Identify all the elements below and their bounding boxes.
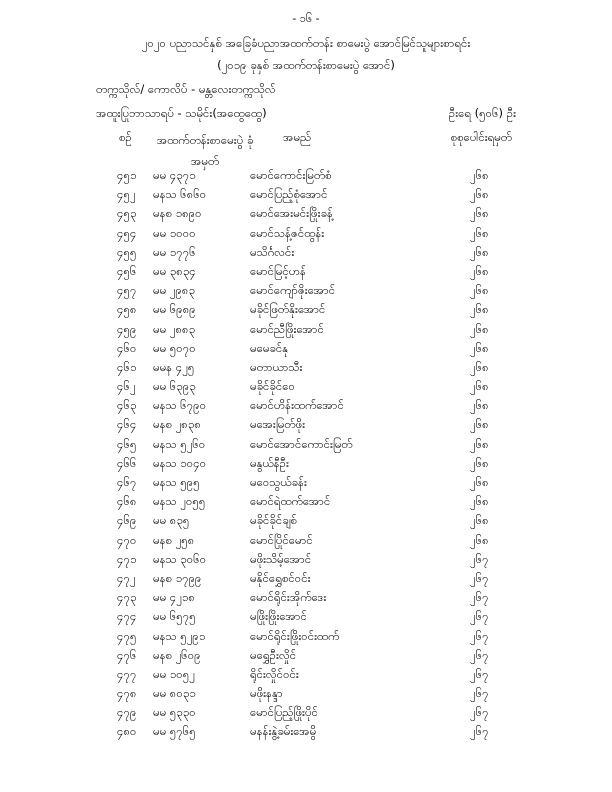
row-total-score: ၂၆၈: [470, 513, 489, 528]
row-roll-number: မမ ၁၀၀၀: [153, 225, 196, 240]
row-roll-number: မမ ၁၀၅၂: [153, 666, 195, 681]
row-roll-number: မနသ ၃၀၆၀: [153, 551, 207, 566]
row-name: မောင်မြင့်ဟန်: [250, 263, 307, 278]
row-total-score: ၂၆၈: [470, 302, 489, 317]
row-name: မနိုင်ရွှေစင်ဝင်း: [250, 570, 311, 585]
row-name: မောင်ပြည့်စုံအောင်: [250, 187, 328, 202]
row-total-score: ၂၆၇: [470, 570, 489, 585]
row-total-score: ၂၆၈: [470, 206, 489, 221]
row-total-score: ၂၆၈: [470, 379, 489, 394]
row-roll-number: မမ ၁၇၇၆: [153, 244, 196, 259]
row-serial-number: ၄၇၁: [117, 551, 137, 566]
table-row: [0, 417, 612, 436]
table-row: [0, 264, 612, 283]
row-serial-number: ၄၈၀: [117, 724, 137, 739]
row-name: မဖိုးသိမ့်အောင်: [250, 551, 312, 566]
row-roll-number: မမန ၄၂၅: [153, 359, 195, 374]
row-total-score: ၂၆၇: [470, 628, 489, 643]
row-roll-number: မနစ ၁၇၉၉: [153, 570, 202, 585]
row-name: ရိုင်းလှိုင်ဝင်း: [250, 666, 299, 681]
row-total-score: ၂၆၈: [470, 494, 489, 509]
table-row: [0, 360, 612, 379]
row-name: မဝေသွယ်ခန်း: [250, 475, 307, 489]
row-name: မခိုင်ဖြတ်နိုးအောင်: [250, 302, 326, 317]
row-roll-number: မမ ၆၃၉၃: [153, 379, 196, 394]
row-total-score: ၂၆၇: [470, 551, 489, 566]
table-row: [0, 629, 612, 648]
row-name: မဖိုးနန္ဒာ: [250, 686, 283, 701]
row-total-score: ၂၆၇: [470, 686, 489, 701]
row-total-score: ၂၆၈: [470, 244, 489, 259]
row-name: မခိုင်ခိုင်ချစ်: [250, 513, 298, 528]
table-row: [0, 533, 612, 552]
row-serial-number: ၄၇၆: [117, 647, 137, 662]
row-roll-number: မမ ၄၃၇၁: [153, 168, 196, 182]
row-roll-number: မမ ၂၈၈၃: [153, 321, 196, 336]
row-name: မောင်ကျော်ဇိုးအောင်: [250, 283, 336, 298]
row-total-score: ၂၆၈: [470, 263, 489, 278]
row-total-score: ၂၆၈: [470, 455, 489, 470]
row-serial-number: ၄၆၇: [117, 475, 137, 489]
row-roll-number: မမ ၆၉၈၉: [153, 302, 196, 317]
table-row: [0, 398, 612, 417]
row-serial-number: ၄၅၇: [117, 283, 137, 298]
row-roll-number: မမ ၃၈၃၄: [153, 263, 196, 278]
row-roll-number: မနစ ၂၅၈: [153, 532, 195, 547]
row-roll-number: မနစ ၁၈၉၀: [153, 206, 202, 221]
row-roll-number: မနသ ၅၉၅: [153, 475, 200, 489]
row-roll-number: မနသ ၅၂၉၁: [153, 628, 206, 643]
row-serial-number: ၄၆၅: [117, 436, 137, 451]
table-row: [0, 379, 612, 398]
row-serial-number: ၄၇၄: [117, 609, 137, 624]
table-row: [0, 705, 612, 724]
row-total-score: ၂၆၇: [470, 705, 489, 720]
table-row: [0, 341, 612, 360]
row-serial-number: ၄၆၄: [117, 417, 137, 432]
row-serial-number: ၄၅၉: [117, 321, 137, 336]
row-name: မောင်ရဲထက်အောင်: [250, 494, 331, 509]
row-serial-number: ၄၇၈: [117, 686, 137, 701]
row-total-score: ၂၆၈: [470, 475, 489, 489]
row-name: မောင်အောင်ကောင်းမြတ်: [250, 436, 353, 451]
row-total-score: ၂၆၈: [470, 340, 489, 355]
row-roll-number: မမ ၅၇၆၅: [153, 724, 196, 739]
row-name: မောင်ပြည့်ဖြိုးပိုင်: [250, 705, 318, 720]
table-row: [0, 648, 612, 667]
row-roll-number: မနသ ၅၂၆၀: [153, 436, 206, 451]
row-name: မရွှေဦးလှိုင်: [250, 647, 297, 662]
row-total-score: ၂၆၈: [470, 532, 489, 547]
table-row: [0, 571, 612, 590]
row-name: မခိုင်ခိုင်ဝေ: [250, 379, 295, 394]
row-roll-number: မမ ၈၀၃၁: [153, 686, 196, 701]
table-row: [0, 437, 612, 456]
row-serial-number: ၄၅၅: [117, 244, 137, 259]
row-name: မောင်ဟိန်းထက်အောင်: [250, 398, 344, 413]
row-total-score: ၂၆၇: [470, 666, 489, 681]
table-row: [0, 552, 612, 571]
table-row: [0, 590, 612, 609]
row-roll-number: မနစ ၂၈၃၈: [153, 417, 201, 432]
seat-count-label: ဦးရေ (၅၀၆) ဦး: [448, 106, 516, 120]
row-serial-number: ၄၇၂: [117, 570, 136, 585]
row-total-score: ၂၆၈: [470, 283, 489, 298]
row-roll-number: မနသ ၆၈၆၀: [153, 187, 207, 202]
table-row: [0, 302, 612, 321]
row-serial-number: ၄၇၃: [117, 590, 137, 605]
header-roll-number: အထက်တန်းစာမေးပွဲ ခုံအမှတ်: [156, 133, 254, 168]
table-row: [0, 283, 612, 302]
row-total-score: ၂၆၈: [470, 417, 489, 432]
row-roll-number: မမ ၆၅၇၅: [153, 609, 196, 624]
table-row: [0, 609, 612, 628]
header-name: အမည်: [283, 130, 312, 144]
row-name: မအေးမြတ်ဖိုး: [250, 417, 306, 432]
row-roll-number: မမ ၄၂၁၈: [153, 590, 195, 605]
page-number: - ၁၆ -: [292, 12, 320, 25]
row-serial-number: ၄၅၄: [117, 225, 137, 240]
row-serial-number: ၄၆၆: [117, 455, 137, 470]
row-name: မောင်ညီဖြိုးအောင်: [250, 321, 324, 336]
results-list: [0, 168, 612, 744]
row-name: မမေခင်နု: [250, 340, 289, 355]
row-serial-number: ၄၅၈: [117, 302, 137, 317]
row-serial-number: ၄၆၃: [117, 398, 137, 413]
table-row: [0, 494, 612, 513]
table-row: [0, 168, 612, 187]
table-row: [0, 667, 612, 686]
row-total-score: ၂၆၈: [470, 187, 489, 202]
header-total-score: စုစုပေါင်းရမှတ်: [450, 130, 512, 144]
row-name: မောင်ရိုင်းဖြိုးဝင်းထက်: [250, 628, 340, 643]
row-total-score: ၂၆၈: [470, 436, 489, 451]
table-row: [0, 206, 612, 225]
row-total-score: ၂၆၈: [470, 225, 489, 240]
row-serial-number: ၄၆၂: [117, 379, 136, 394]
subject-label: အထူးပြုဘာသာရပ် - သမိုင်း(အထွေထွေ): [96, 106, 267, 120]
row-total-score: ၂၆၇: [470, 590, 489, 605]
row-roll-number: မနသ ၆၇၉၀: [153, 398, 207, 413]
row-name: မောင်ရိုင်းအိုက်ဒေး: [250, 590, 327, 605]
table-row: [0, 245, 612, 264]
row-name: မောင်ပြိုင်မောင်: [250, 532, 313, 547]
row-serial-number: ၄၅၆: [117, 263, 137, 278]
row-total-score: ၂၆၇: [470, 609, 489, 624]
row-serial-number: ၄၅၂: [117, 187, 136, 202]
row-serial-number: ၄၆၀: [117, 340, 137, 355]
row-name: မဖြိုးဖြိုးအောင်: [250, 609, 307, 624]
row-serial-number: ၄၅၃: [117, 206, 137, 221]
row-roll-number: မနစ ၂၆၀၉: [153, 647, 201, 662]
header-serial-number: စဉ်: [119, 130, 132, 144]
row-serial-number: ၄၇၀: [117, 532, 137, 547]
table-row: [0, 475, 612, 494]
row-roll-number: မမ ၅၀၇၀: [153, 340, 196, 355]
table-row: [0, 513, 612, 532]
row-name: မနန်းနွဲ့ခမ်းအေမွိ: [250, 724, 317, 739]
row-serial-number: ၄၇၇: [117, 666, 137, 681]
document-title: ၂၀၂၀ ပညာသင်နှစ် အခြေခံပညာအထက်တန်း စာမေးပွဲ အောင်မြင်သူများစာရင်း: [141, 36, 471, 50]
row-serial-number: ၄၆၁: [117, 359, 137, 374]
table-row: [0, 187, 612, 206]
row-total-score: ၂၆၈: [470, 359, 489, 374]
row-total-score: ၂၆၇: [470, 724, 489, 739]
row-serial-number: ၄၇၅: [117, 628, 137, 643]
table-row: [0, 686, 612, 705]
table-row: [0, 322, 612, 341]
table-row: [0, 724, 612, 743]
row-total-score: ၂၆၈: [470, 168, 489, 182]
table-row: [0, 226, 612, 245]
row-serial-number: ၄၆၉: [117, 513, 137, 528]
row-total-score: ၂၆၈: [470, 398, 489, 413]
row-roll-number: မမ ၅၃၃၀: [153, 705, 196, 720]
row-roll-number: မနသ ၂၀၅၅: [153, 494, 206, 509]
row-name: မနွယ်နီဦး: [250, 455, 289, 470]
table-row: [0, 456, 612, 475]
row-roll-number: မမ ၂၉၈၃: [153, 283, 195, 298]
row-name: မောင်သန့်ဇင်ထွန်း: [250, 225, 325, 240]
row-name: မောင်ကောင်းမြတ်စံ: [250, 168, 332, 182]
row-roll-number: မနသ ၁၀၄၀: [153, 455, 207, 470]
university-label: တက္ကသိုလ်/ ကောလိပ် - မန္တလေးတက္ကသိုလ်: [96, 82, 276, 96]
row-total-score: ၂၆၈: [470, 321, 489, 336]
row-name: မောင်အေးမင်းဖြိုးခန့်: [250, 206, 333, 221]
row-serial-number: ၄၇၉: [117, 705, 137, 720]
row-serial-number: ၄၆၈: [117, 494, 137, 509]
row-name: မတာယာသီး: [250, 359, 303, 374]
row-name: မသိင်္ဂလင်း: [250, 244, 295, 259]
document-subtitle: (၂၀၁၉ ခုနှစ် အထက်တန်းစာမေးပွဲ အောင်): [217, 58, 395, 72]
row-total-score: ၂၆၇: [470, 647, 489, 662]
row-roll-number: မမ ၈၃၅: [153, 513, 190, 528]
row-serial-number: ၄၅၁: [117, 168, 137, 182]
